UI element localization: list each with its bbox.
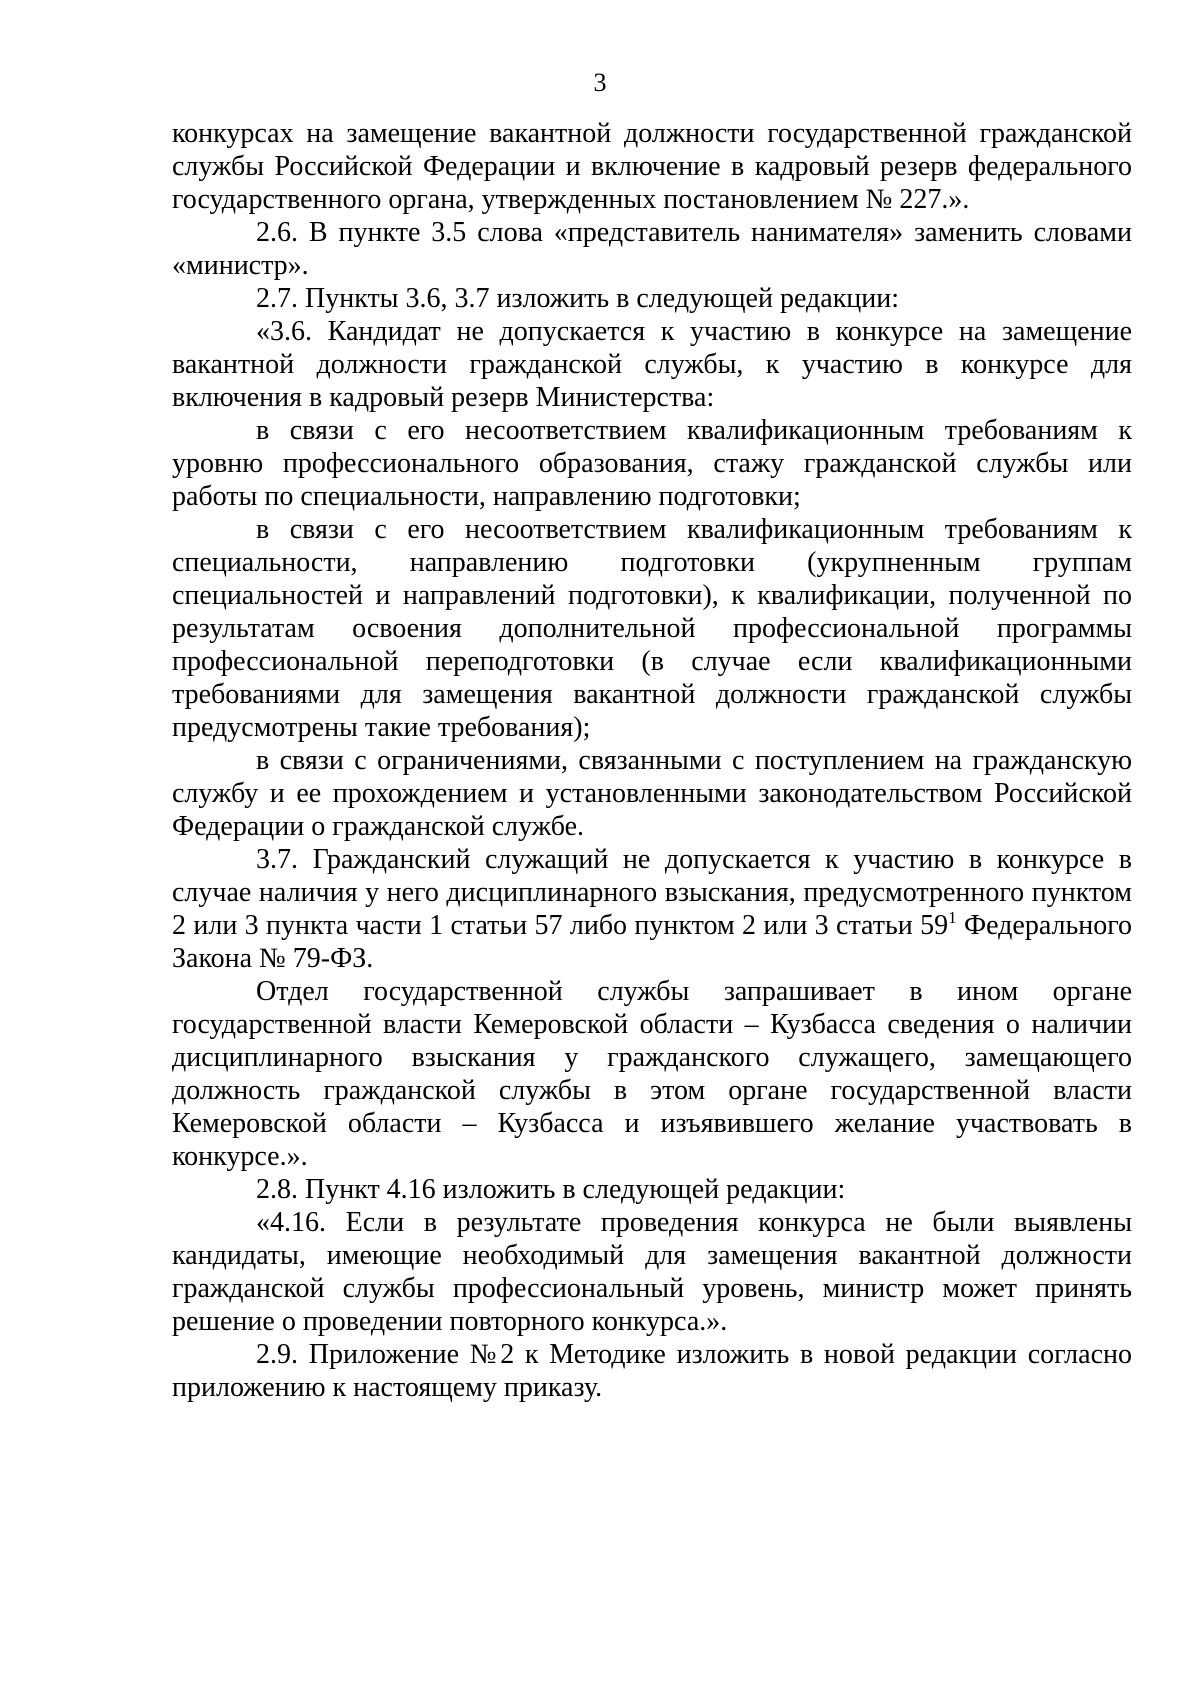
document-body [172,117,1132,1404]
page-number: 3 [593,68,607,97]
paragraph-qualification-level: в связи с его несоответствием квалификационным требованиям к уровню профессионального образования, стажу гражданской службы или работы по специальности, направлению подготовки; [172,415,1132,512]
paragraph-3-7-text-end: Федерального Закона № 79-ФЗ. [172,910,1133,974]
paragraph-qualification-specialty: в связи с его несоответствием квалификационным требованиям к специальности, направлению подготовки (укрупненным группам специальностей и направлений подготовки), к квалификации, полученной по результатам освоения дополнительной профессиональной программы профессиональной переподготовки (в случае если квалификационными требованиями для замещения вакантной должности гражданской службы предусмотрены такие требования); [172,514,1132,743]
paragraph-3-6: «3.6. Кандидат не допускается к участию в конкурсе на замещение вакантной должности гражданской службы, к участию в конкурсе для включения в кадровый резерв Министерства: [172,316,1132,413]
paragraph-4-16: «4.16. Если в результате проведения конкурса не были выявлены кандидаты, имеющие необходимый для замещения вакантной должности гражданской службы профессиональный уровень, министр может принять решение о проведении повторного конкурса.». [172,1207,1132,1337]
paragraph-3-7-text: 3.7. Гражданский служащий не допускается к участию в конкурсе в случае наличия у него дисциплинарного взыскания, предусмотренного пунктом 2 или 3 пункта части 1 статьи 57 либо пунктом 2 или 3 статьи 59 [172,844,1132,941]
paragraph-continuation: конкурсах на замещение вакантной должности государственной гражданской службы Российской Федерации и включение в кадровый резерв федерального государственного органа, утвержденных постановлением № 227.». [172,118,1132,215]
paragraph-2-7: 2.7. Пункты 3.6, 3.7 изложить в следующей редакции: [256,283,900,314]
paragraph-2-8: 2.8. Пункт 4.16 изложить в следующей редакции: [256,1174,846,1205]
paragraph-restrictions: в связи с ограничениями, связанными с поступлением на гражданскую службу и ее прохождением и установленными законодательством Российской Федерации о гражданской службе. [172,745,1132,842]
paragraph-2-6: 2.6. В пункте 3.5 слова «представитель нанимателя» заменить словами «министр». [172,217,1132,281]
paragraph-2-9: 2.9. Приложение №2 к Методике изложить в новой редакции согласно приложению к настоящему приказу. [172,1339,1132,1403]
footnote-superscript: 1 [948,908,957,927]
paragraph-department-request: Отдел государственной службы запрашивает в ином органе государственной власти Кемеровской области – Кузбасса сведения о наличии дисциплинарного взыскания у гражданского служащего, замещающего должность гражданской службы в этом органе государственной власти Кемеровской области – Кузбасса и изъявившего желание участвовать в конкурсе.». [172,976,1132,1172]
paragraph-3-7 [172,843,1132,975]
